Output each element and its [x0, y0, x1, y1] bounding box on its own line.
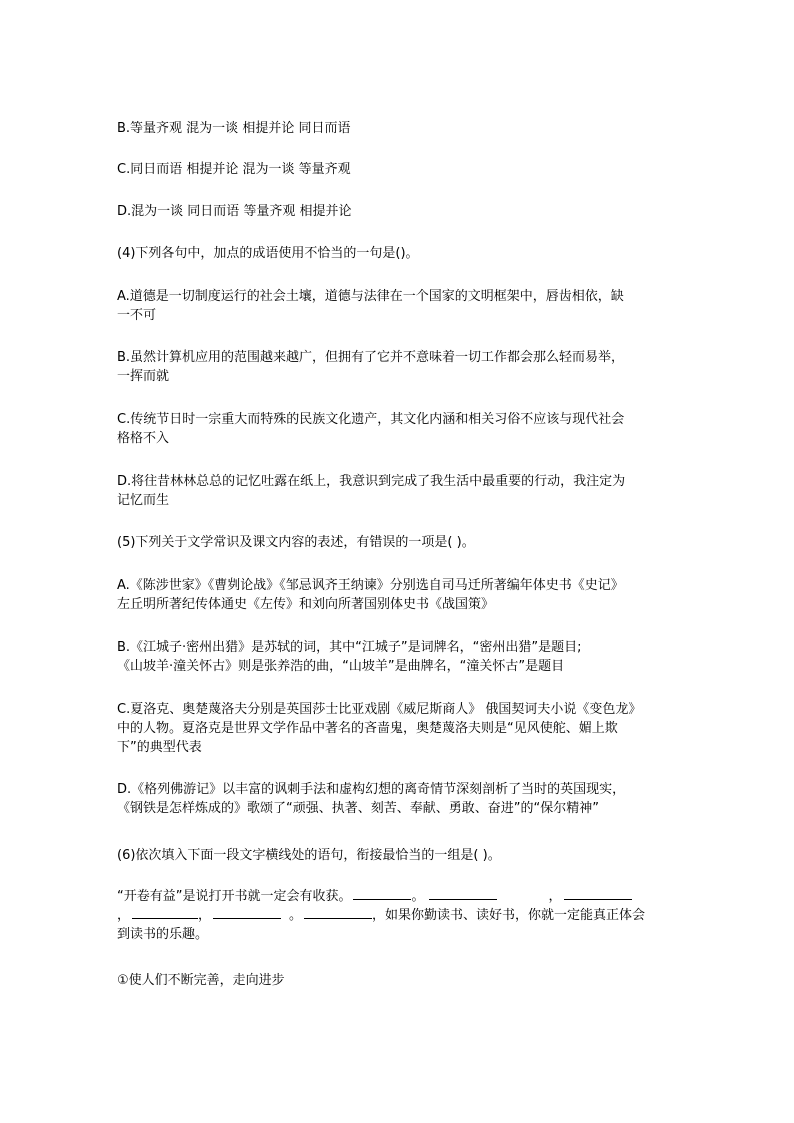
passage-text: “开卷有益”是说打开书就一定会有收获。 [117, 889, 352, 904]
option-line: 格格不入 [117, 431, 170, 446]
q4-option-a [117, 287, 697, 325]
q3-option-d [117, 202, 697, 221]
fill-blank-2[interactable] [429, 887, 497, 900]
option-line: D.将往昔林林总总的记忆吐露在纸上，我意识到完成了我生活中最重要的行动，我注定为 [117, 474, 626, 489]
q5-option-c [117, 700, 697, 757]
q6-stem [117, 846, 697, 865]
punct: ， [548, 889, 562, 904]
option-line: C.传统节日时一宗重大而特殊的民族文化遗产，其文化内涵和相关习俗不应该与现代社会 [117, 412, 625, 427]
option-line: B.《江城子·密州出猎》是苏轼的词，其中“江城子”是词牌名，“密州出猎”是题目; [117, 640, 582, 655]
passage-line-2 [117, 906, 697, 925]
option-line: A.道德是一切制度运行的社会土壤，道德与法律在一个国家的文明框架中，唇齿相依，缺 [117, 289, 624, 304]
option-line: 一不可 [117, 308, 157, 323]
q5-option-b [117, 638, 697, 676]
option-text: C.同日而语 相提并论 混为一谈 等量齐观 [117, 162, 351, 177]
fill-blank-1[interactable] [353, 887, 411, 900]
punct: ， [117, 908, 131, 923]
q3-option-c [117, 160, 697, 179]
fill-blank-4[interactable] [132, 906, 198, 919]
option-line: A.《陈涉世家》《曹刿论战》《邹忌讽齐王纳谏》分别选自司马迁所著编年体史书《史记》 [117, 578, 624, 593]
option-line: C.夏洛克、奥楚蔑洛夫分别是英国莎士比亚戏剧《威尼斯商人》 俄国契诃夫小说《变色龙》 [117, 702, 642, 717]
fill-blank-3[interactable] [564, 887, 632, 900]
q4-option-d [117, 472, 697, 510]
option-line: 《钢铁是怎样炼成的》歌颂了“顽强、执著、刻苦、奉献、勇敢、奋进”的“保尔精神” [117, 801, 599, 816]
q5-stem [117, 533, 697, 552]
passage-text: ，如果你勤读书、读好书，你就一定能真正体会 [372, 908, 646, 923]
fill-blank-6[interactable] [304, 906, 372, 919]
option-line: 一挥而就 [117, 369, 170, 384]
question-stem: (4)下列各句中，加点的成语使用不恰当的一句是()。 [117, 246, 419, 261]
option-line: 左丘明所著纪传体通史《左传》和刘向所著国别体史书《战国策》 [117, 597, 495, 612]
option-line: D.《格列佛游记》以丰富的讽刺手法和虚构幻想的离奇情节深刻剖析了当时的英国现实， [117, 782, 626, 797]
option-line: 中的人物。夏洛克是世界文学作品中著名的吝啬鬼，奥楚蔑洛夫则是“见风使舵、媚上欺 [117, 721, 618, 736]
punct: 。 [289, 908, 303, 923]
question-stem: (5)下列关于文学常识及课文内容的表述，有错误的一项是( )。 [117, 535, 475, 550]
passage-line-1 [117, 887, 697, 906]
option-line: 记忆而生 [117, 493, 170, 508]
q4-stem [117, 244, 697, 263]
q5-option-d [117, 780, 697, 818]
punct: ， [198, 908, 212, 923]
q3-option-b [117, 119, 697, 138]
question-stem: (6)依次填入下面一段文字横线处的语句，衔接最恰当的一组是( )。 [117, 848, 501, 863]
item-text: ①使人们不断完善，走向进步 [117, 973, 285, 988]
passage-line-3: 到读书的乐趣。 [117, 927, 209, 942]
q6-item-1 [117, 971, 697, 990]
q4-option-c [117, 410, 697, 448]
option-line: 《山坡羊·潼关怀古》则是张养浩的曲，“山坡羊”是曲牌名，“潼关怀古”是题目 [117, 659, 565, 674]
q6-passage [117, 887, 697, 944]
option-line: 下”的典型代表 [117, 740, 202, 755]
option-text: D.混为一谈 同日而语 等量齐观 相提并论 [117, 204, 352, 219]
q5-option-a [117, 576, 697, 614]
punct: 。 [411, 889, 425, 904]
fill-blank-5[interactable] [213, 906, 281, 919]
option-text: B.等量齐观 混为一谈 相提并论 同日而语 [117, 121, 351, 136]
q4-option-b [117, 348, 697, 386]
option-line: B.虽然计算机应用的范围越来越广，但拥有了它并不意味着一切工作都会那么轻而易举， [117, 350, 625, 365]
